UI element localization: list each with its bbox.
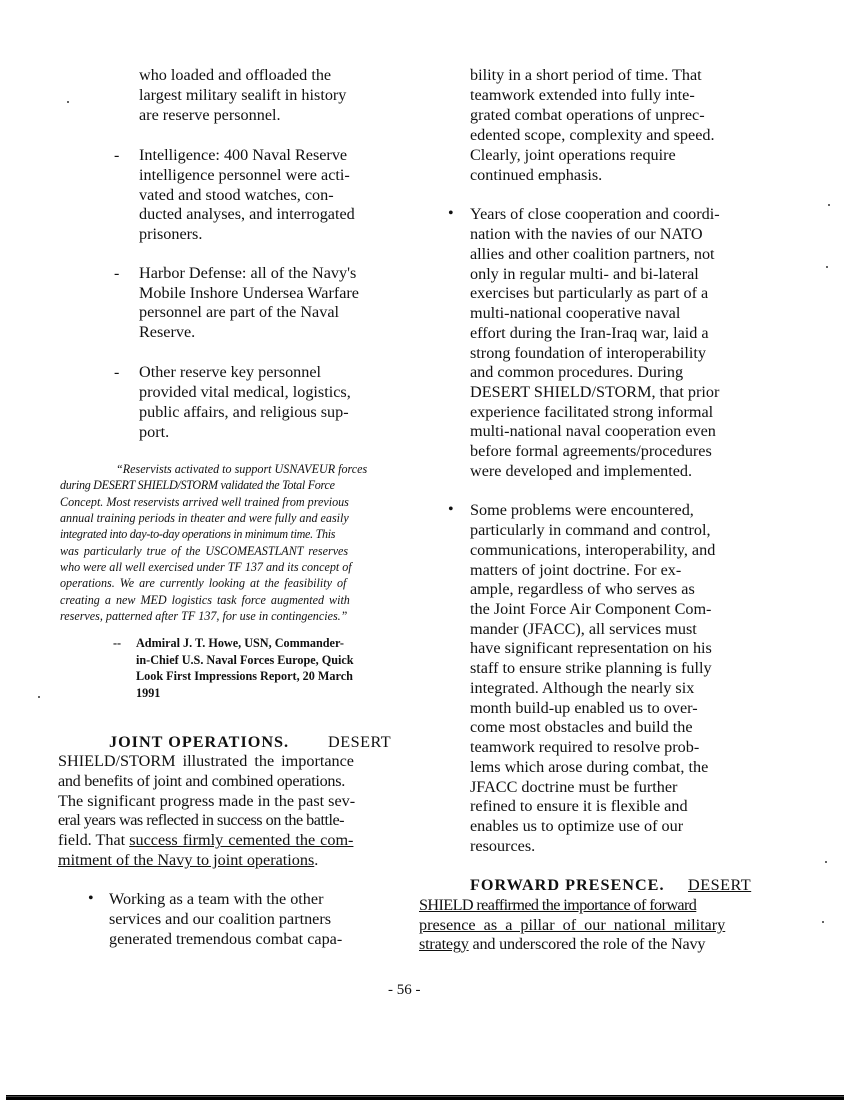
text-line: come most obstacles and build the bbox=[470, 718, 693, 736]
text-line: multi-national naval cooperation even bbox=[470, 422, 716, 440]
text-line: nation with the navies of our NATO bbox=[470, 225, 703, 243]
text-span: DESERT bbox=[328, 733, 392, 751]
attribution-line: 1991 bbox=[136, 686, 161, 700]
text-line: Clearly, joint operations require bbox=[470, 146, 676, 164]
text-line: only in regular multi- and bi-lateral bbox=[470, 265, 699, 283]
text-line: bility in a short period of time. That bbox=[470, 66, 702, 84]
text-line: Intelligence: 400 Naval Reserve bbox=[139, 146, 348, 164]
underlined-text: mitment of the Navy to joint operations bbox=[58, 851, 315, 869]
text-line: the Joint Force Air Component Com- bbox=[470, 600, 712, 618]
text-line: prisoners. bbox=[139, 225, 203, 243]
text-line: multi-national cooperative naval bbox=[470, 304, 681, 322]
page-number: - 56 - bbox=[388, 982, 421, 998]
text-span: field. That bbox=[58, 831, 130, 849]
text-line: lems which arose during combat, the bbox=[470, 758, 709, 776]
text-line: refined to ensure it is flexible and bbox=[470, 797, 688, 815]
text-line: are reserve personnel. bbox=[139, 106, 281, 124]
text-line: personnel are part of the Naval bbox=[139, 303, 340, 321]
quote-line: creating a new MED logistics task force augmented with bbox=[60, 593, 350, 607]
dash-marker: - bbox=[114, 265, 120, 282]
quote-line: operations. We are currently looking at the feasibility of bbox=[60, 576, 347, 590]
text-line: staff to ensure strike planning is fully bbox=[470, 659, 712, 677]
text-line: allies and other coalition partners, not bbox=[470, 245, 715, 263]
text-line: teamwork extended into fully inte- bbox=[470, 86, 695, 104]
text-line: largest military sealift in history bbox=[139, 86, 347, 104]
attribution-line: in-Chief U.S. Naval Forces Europe, Quick bbox=[136, 653, 354, 667]
quote-line: “Reservists activated to support USNAVEUR forces bbox=[116, 462, 368, 476]
text-line: The significant progress made in the past sev- bbox=[58, 792, 356, 810]
section-heading: JOINT OPERATIONS. bbox=[109, 733, 290, 751]
text-span: and underscored the role of the Navy bbox=[468, 935, 706, 953]
text-line: DESERT SHIELD/STORM, that prior bbox=[470, 383, 720, 401]
bullet-marker: • bbox=[448, 501, 454, 518]
quote-line: Concept. Most reservists arrived well trained from previous bbox=[60, 495, 349, 509]
text-line: integrated. Although the nearly six bbox=[470, 679, 695, 697]
text-line: exercises but particularly as part of a bbox=[470, 284, 709, 302]
text-line: provided vital medical, logistics, bbox=[139, 383, 351, 401]
text-line: effort during the Iran-Iraq war, laid a bbox=[470, 324, 709, 342]
text-line: Some problems were encountered, bbox=[470, 501, 694, 519]
text-line: Working as a team with the other bbox=[109, 890, 324, 908]
page-bottom-border-shade bbox=[6, 1096, 844, 1097]
dash-marker: - bbox=[114, 147, 120, 164]
attribution-marker: -- bbox=[113, 636, 122, 650]
text-line: resources. bbox=[470, 837, 536, 855]
section-heading: FORWARD PRESENCE. bbox=[470, 876, 665, 894]
bullet-marker: • bbox=[448, 205, 454, 222]
text-line: intelligence personnel were acti- bbox=[139, 166, 350, 184]
text-line: generated tremendous combat capa- bbox=[109, 930, 343, 948]
scan-speck bbox=[826, 266, 828, 268]
quote-line: was particularly true of the USCOMEASTLANT reserves bbox=[60, 544, 349, 558]
text-line: have significant representation on his bbox=[470, 639, 712, 657]
text-line: Mobile Inshore Undersea Warfare bbox=[139, 284, 359, 302]
text-line: Other reserve key personnel bbox=[139, 363, 322, 381]
text-line: public affairs, and religious sup- bbox=[139, 403, 349, 421]
quote-line: integrated into day-to-day operations in minimum time. This bbox=[60, 527, 336, 541]
text-line: communications, interoperability, and bbox=[470, 541, 716, 559]
bullet-marker: • bbox=[88, 890, 94, 907]
text-line: eral years was reflected in success on the battle- bbox=[58, 811, 345, 829]
quote-line: who were all well exercised under TF 137 and its concept of bbox=[60, 560, 352, 574]
scan-speck bbox=[822, 921, 824, 923]
text-line: Reserve. bbox=[139, 323, 196, 341]
quote-line: annual training periods in theater and were fully and easily bbox=[60, 511, 349, 525]
text-line: vated and stood watches, con- bbox=[139, 186, 334, 204]
attribution-line: Admiral J. T. Howe, USN, Commander- bbox=[136, 636, 344, 650]
text-line: services and our coalition partners bbox=[109, 910, 332, 928]
scan-speck bbox=[825, 861, 827, 863]
underlined-text: DESERT bbox=[688, 876, 752, 894]
quote-line: reserves, patterned after TF 137, for use in contingencies.” bbox=[60, 609, 348, 623]
text-line: and common procedures. During bbox=[470, 363, 684, 381]
attribution-line: Look First Impressions Report, 20 March bbox=[136, 669, 353, 683]
text-line: ample, regardless of who serves as bbox=[470, 580, 695, 598]
text-line: teamwork required to resolve prob- bbox=[470, 738, 700, 756]
text-line: continued emphasis. bbox=[470, 166, 603, 184]
scan-speck bbox=[38, 696, 40, 698]
text-line: month build-up enabled us to over- bbox=[470, 699, 698, 717]
text-line: particularly in command and control, bbox=[470, 521, 711, 539]
text-line: edented scope, complexity and speed. bbox=[470, 126, 715, 144]
dash-marker: - bbox=[114, 364, 120, 381]
text-line: matters of joint doctrine. For ex- bbox=[470, 561, 682, 579]
text-line: Years of close cooperation and coordi- bbox=[470, 205, 720, 223]
scan-speck bbox=[828, 204, 830, 206]
text-line: before formal agreements/procedures bbox=[470, 442, 712, 460]
text-line: and benefits of joint and combined operations. bbox=[58, 772, 345, 790]
text-line: port. bbox=[139, 423, 170, 441]
underlined-text: presence as a pillar of our national military bbox=[419, 916, 726, 934]
text-line: experience facilitated strong informal bbox=[470, 403, 714, 421]
quote-line: during DESERT SHIELD/STORM validated the Total Force bbox=[60, 478, 335, 492]
text-line: Harbor Defense: all of the Navy's bbox=[139, 264, 357, 282]
text-line: were developed and implemented. bbox=[470, 462, 693, 480]
text-span: . bbox=[314, 851, 319, 869]
scan-speck bbox=[67, 101, 69, 103]
underlined-text: success firmly cemented the com- bbox=[129, 831, 354, 849]
text-line: JFACC doctrine must be further bbox=[470, 778, 678, 796]
underlined-text: strategy bbox=[419, 935, 469, 953]
text-line: mander (JFACC), all services must bbox=[470, 620, 697, 638]
underlined-text: SHIELD reaffirmed the importance of forward bbox=[419, 896, 697, 914]
text-line: who loaded and offloaded the bbox=[139, 66, 332, 84]
text-line: enables us to optimize use of our bbox=[470, 817, 684, 835]
text-line: grated combat operations of unprec- bbox=[470, 106, 705, 124]
text-line: SHIELD/STORM illustrated the importance bbox=[58, 752, 354, 770]
text-line: ducted analyses, and interrogated bbox=[139, 205, 355, 223]
text-line: strong foundation of interoperability bbox=[470, 344, 707, 362]
